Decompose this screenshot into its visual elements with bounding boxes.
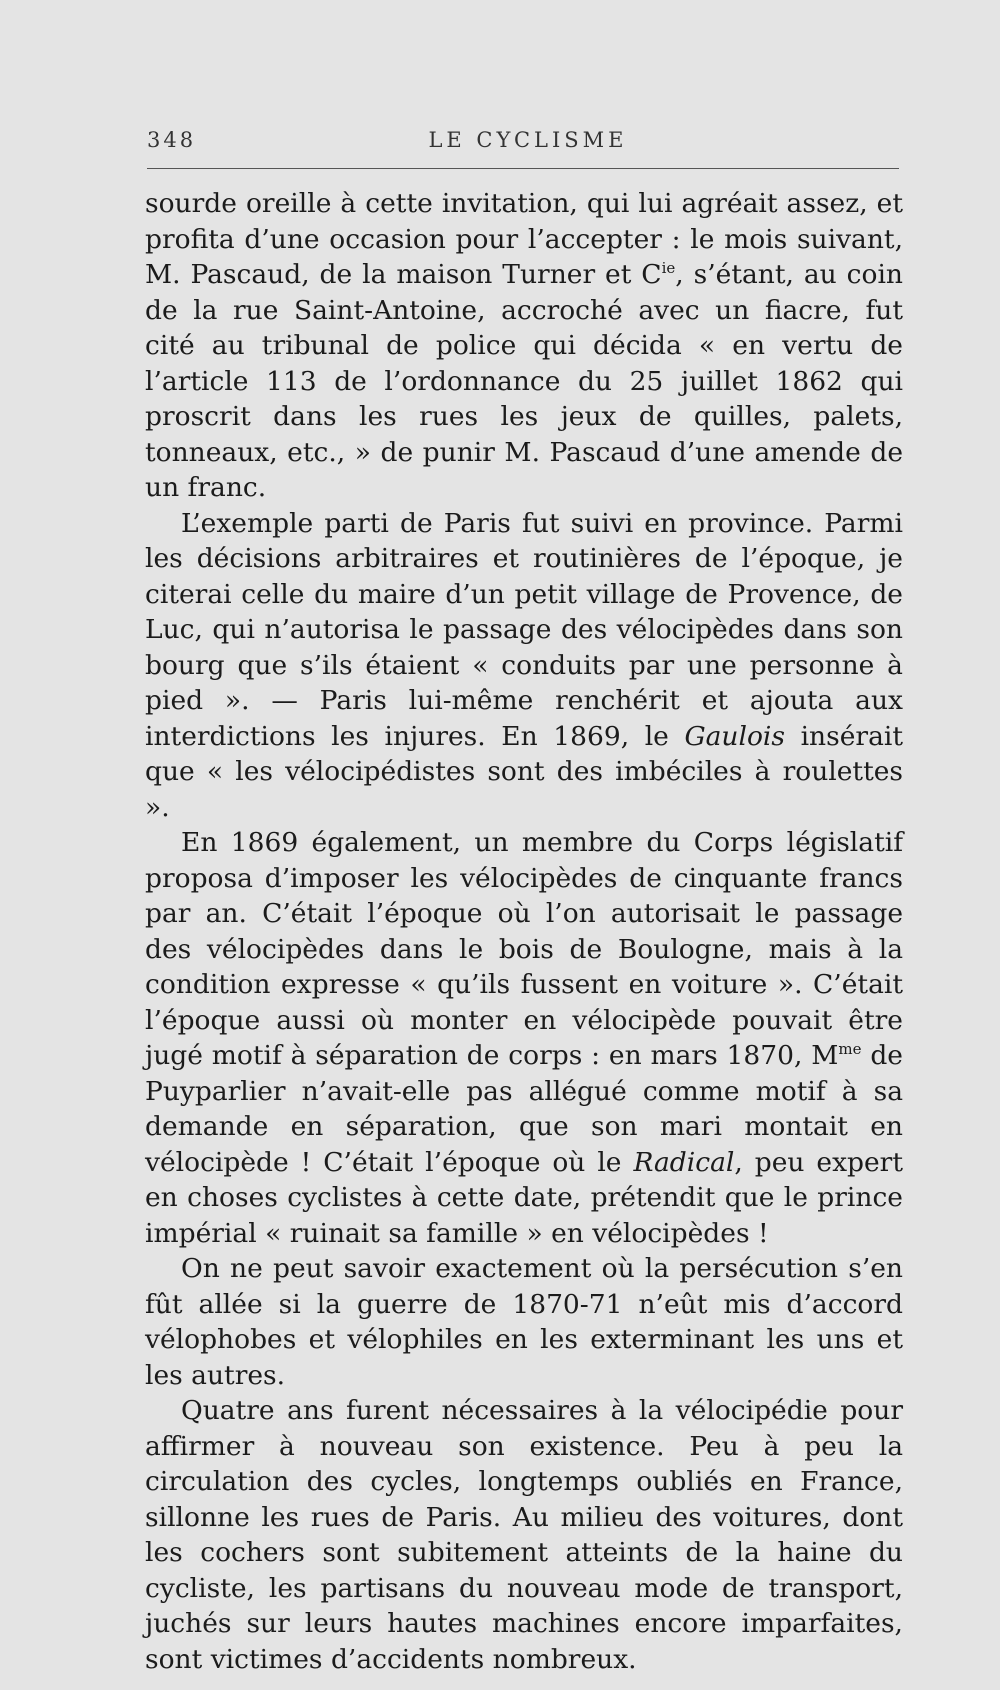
- paragraph-4: On ne peut savoir exactement où la persécution s’en fût allée si la guerre de 1870-71 n’eût mis d’accord vélophobes et vélophiles en les exterminant les uns et les autres.: [145, 1253, 903, 1391]
- paragraph-3: [145, 825, 903, 1251]
- paragraph-2-part-a: L’exemple parti de Paris fut suivi en province. Parmi les décisions arbitraires et routinières de l’époque, je citerai celle du maire d’un petit village de Provence, de Luc, qui n’autorisa le passage des vélocipèdes dans son bourg que s’ils étaient « conduits par une personne à pied ». — Paris lui-même renchérit et ajouta aux interdictions les injures. En 1869, le: [145, 507, 903, 752]
- paragraph-3-part-c: , peu expert en choses cyclistes à cette date, prétendit que le prince impérial « ruinait sa famille » en vélocipèdes !: [145, 1146, 904, 1249]
- superscript-ie: ie: [661, 259, 676, 277]
- header-rule: [147, 168, 899, 169]
- page-number: 348: [147, 128, 197, 152]
- paragraph-5: Quatre ans furent nécessaires à la vélocipédie pour affirmer à nouveau son existence. Peu à peu la circulation des cycles, longtemps oubliés en France, sillonne les rues de Paris. Au milieu des voitures, dont les cochers sont subitement atteints de la haine du cycliste, les partisans du nouveau mode de transport, juchés sur leurs hautes machines encore imparfaites, sont victimes d’accidents nombreux.: [145, 1395, 903, 1675]
- body-text: [145, 186, 903, 1677]
- paragraph-1: [145, 186, 903, 506]
- running-title: LE CYCLISME: [428, 128, 628, 152]
- paragraph-1-part-a: sourde oreille à cette invitation, qui lui agréait assez, et profita d’une occasion pour l’accepter : le mois suivant, M. Pascaud, de la maison Turner et C: [145, 188, 903, 290]
- paragraph-2-part-b: insérait que « les vélocipédistes sont des imbéciles à roulettes ».: [145, 720, 903, 823]
- superscript-me: me: [838, 1040, 862, 1058]
- newspaper-title-gaulois: Gaulois: [684, 720, 785, 752]
- paragraph-3-part-a: En 1869 également, un membre du Corps législatif proposa d’imposer les vélocipèdes de cinquante francs par an. C’était l’époque où l’on autorisait le passage des vélocipèdes dans le bois de Boulogne, mais à la condition expresse « qu’ils fussent en voiture ». C’était l’époque aussi où monter en vélocipède pouvait être jugé motif à séparation de corps : en mars 1870, M: [145, 827, 903, 1071]
- paragraph-2: [145, 506, 903, 826]
- paragraph-3-part-b: de Puyparlier n’avait-elle pas allégué comme motif à sa demande en séparation, que son mari montait en vélocipède ! C’était l’époque où le: [145, 1040, 903, 1178]
- newspaper-title-radical: Radical: [633, 1146, 735, 1178]
- paragraph-1-part-b: , s’étant, au coin de la rue Saint-Antoine, accroché avec un fiacre, fut cité au tribunal de police qui décida « en vertu de l’article 113 de l’ordonnance du 25 juillet 1862 qui proscrit dans les rues les jeux de quilles, palets, tonneaux, etc., » de punir M. Pascaud d’une amende de un franc.: [145, 259, 903, 503]
